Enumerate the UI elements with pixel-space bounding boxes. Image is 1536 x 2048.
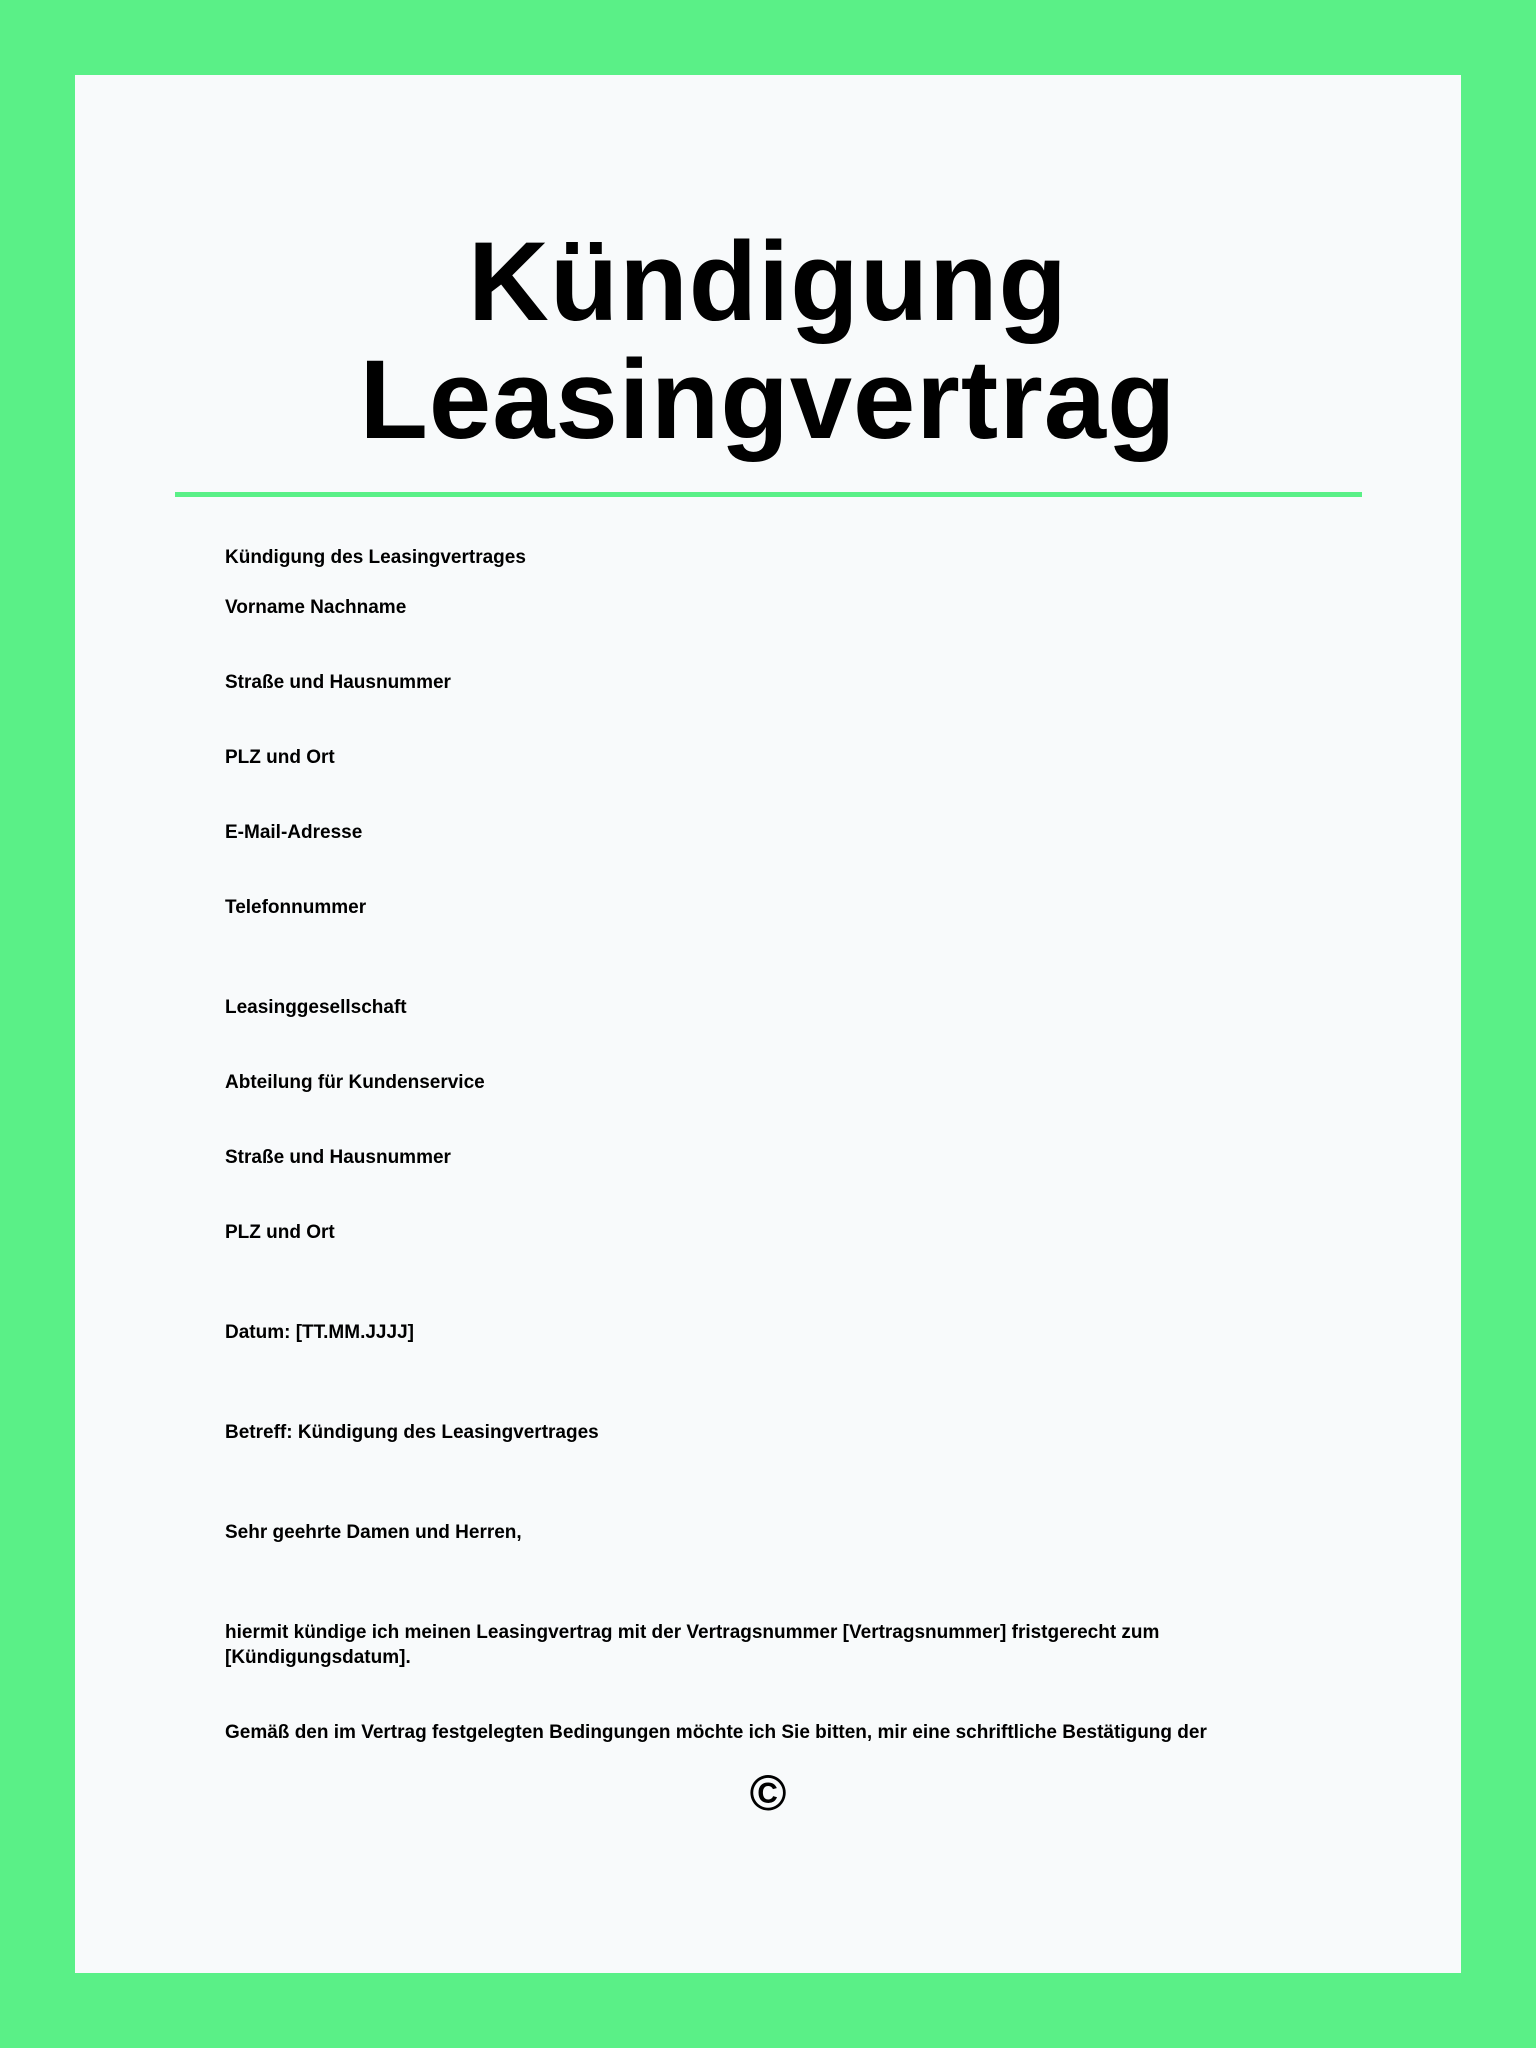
letter-paragraph-2: Gemäß den im Vertrag festgelegten Bedingungen möchte ich Sie bitten, mir eine schriftliche Bestätigung der	[225, 1722, 1207, 1743]
sender-name: Vorname Nachname	[225, 597, 407, 618]
recipient-department: Abteilung für Kundenservice	[225, 1072, 485, 1093]
copyright-icon: ©	[749, 1765, 787, 1821]
letter-salutation: Sehr geehrte Damen und Herren,	[225, 1522, 522, 1543]
sender-street: Straße und Hausnummer	[225, 672, 451, 693]
document-page	[75, 75, 1461, 1973]
sender-city: PLZ und Ort	[225, 747, 335, 768]
sender-email: E-Mail-Adresse	[225, 822, 363, 843]
subject-heading: Kündigung des Leasingvertrages	[225, 547, 526, 568]
recipient-street: Straße und Hausnummer	[225, 1147, 451, 1168]
document-title	[75, 219, 1461, 462]
title-line-1: Kündigung	[468, 219, 1068, 344]
letter-subject: Betreff: Kündigung des Leasingvertrages	[225, 1422, 599, 1443]
sender-phone: Telefonnummer	[225, 897, 367, 918]
recipient-city: PLZ und Ort	[225, 1222, 335, 1243]
recipient-company: Leasinggesellschaft	[225, 997, 407, 1018]
title-line-2: Leasingvertrag	[359, 337, 1177, 462]
letter-date: Datum: [TT.MM.JJJJ]	[225, 1322, 414, 1343]
title-divider	[175, 492, 1362, 497]
letter-paragraph-1: hiermit kündige ich meinen Leasingvertrag mit der Vertragsnummer [Vertragsnummer] fristgerecht zum [Kündigungsdatum].	[225, 1622, 1160, 1668]
